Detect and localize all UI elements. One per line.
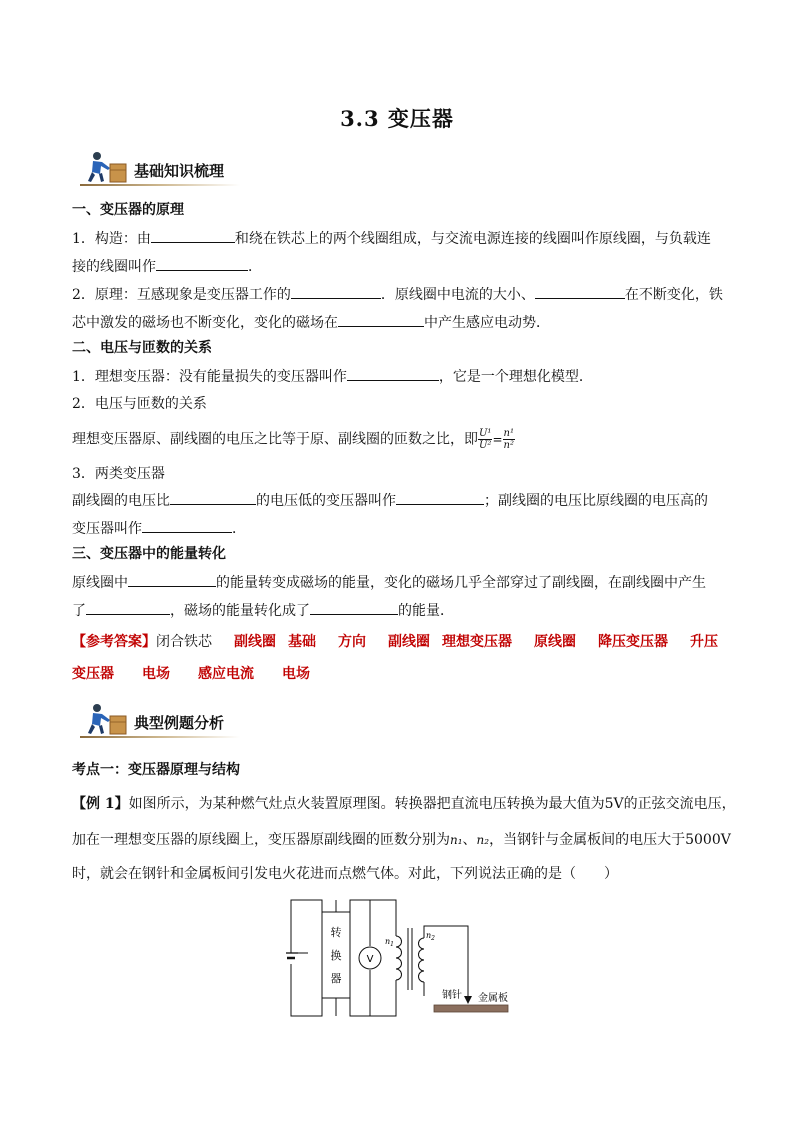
fill-blank[interactable] bbox=[347, 366, 439, 381]
text-line: 时，就会在钢针和金属板间引发电火花进而点燃气体。对此，下列说法正确的是（ ） bbox=[72, 866, 618, 882]
answer-line: 变压器 电场 感应电流 电场 bbox=[72, 666, 310, 682]
pushing-box-icon bbox=[80, 150, 130, 188]
text-line: 芯中激发的磁场也不断变化，变化的磁场在 中产生感应电动势． bbox=[72, 312, 722, 333]
ignition-circuit-diagram bbox=[286, 898, 526, 1018]
wire bbox=[291, 964, 322, 1016]
fill-blank[interactable] bbox=[156, 256, 248, 271]
answer-line: 【参考答案】闭合铁芯 副线圈 基础 方向 副线圈 理想变压器 原线圈 降压变压器 升压 bbox=[72, 634, 718, 650]
secondary-coil bbox=[419, 938, 425, 982]
fill-blank[interactable] bbox=[142, 518, 232, 533]
text-line: 1．理想变压器：没有能量损失的变压器叫作 ，它是一个理想化模型． bbox=[72, 366, 722, 387]
text-line: 加在一理想变压器的原线圈上，变压器原副线圈的匝数分别为n₁、n₂，当钢针与金属板间的电压大于5000V bbox=[72, 832, 731, 848]
text-line: 2．电压与匝数的关系 bbox=[72, 396, 207, 412]
fill-blank[interactable] bbox=[535, 284, 625, 299]
text-line: 原线圈中 的能量转变成磁场的能量，变化的磁场几乎全部穿过了副线圈，在副线圈中产生 bbox=[72, 572, 722, 593]
text-line: 了 ，磁场的能量转化成了 的能量． bbox=[72, 600, 722, 621]
fill-blank[interactable] bbox=[128, 572, 216, 587]
fill-blank[interactable] bbox=[170, 490, 256, 505]
n2-label: $n_2$ bbox=[426, 931, 435, 942]
fill-blank[interactable] bbox=[151, 228, 235, 243]
text-line: 1．构造：由 和绕在铁芯上的两个线圈组成，与交流电源连接的线圈叫作原线圈，与负载连 bbox=[72, 228, 722, 249]
topic-heading: 考点一：变压器原理与结构 bbox=[72, 762, 240, 778]
fill-blank[interactable] bbox=[86, 600, 170, 615]
n1-label: $n_1$ bbox=[385, 937, 394, 948]
heading-voltage-turns: 二、电压与匝数的关系 bbox=[72, 340, 212, 356]
steel-needle-tip bbox=[464, 996, 472, 1004]
text-line: 副线圈的电压比 的电压低的变压器叫作 ；副线圈的电压比原线圈的电压高的 bbox=[72, 490, 722, 511]
voltmeter-label: V bbox=[366, 954, 374, 965]
page-title: 3.3 变压器 bbox=[340, 106, 454, 131]
fill-blank[interactable] bbox=[310, 600, 398, 615]
fill-blank[interactable] bbox=[291, 284, 381, 299]
section-title: 基础知识梳理 bbox=[134, 162, 225, 180]
fill-blank[interactable] bbox=[396, 490, 484, 505]
wire bbox=[291, 900, 322, 953]
pushing-box-icon bbox=[80, 702, 130, 740]
primary-coil bbox=[396, 936, 402, 980]
svg-text:器: 器 bbox=[330, 972, 342, 985]
section-divider bbox=[80, 184, 240, 186]
fill-blank[interactable] bbox=[338, 312, 424, 327]
needle-label: 钢针 bbox=[442, 990, 462, 1001]
text-line: 3．两类变压器 bbox=[72, 466, 165, 482]
svg-text:转: 转 bbox=[330, 926, 342, 939]
text-line: 2．原理：互感现象是变压器工作的 ．原线圈中电流的大小、 在不断变化，铁 bbox=[72, 284, 722, 305]
heading-energy: 三、变压器中的能量转化 bbox=[72, 546, 226, 562]
section-title: 典型例题分析 bbox=[134, 714, 225, 732]
text-line: 接的线圈叫作 ． bbox=[72, 256, 722, 277]
formula-turns-ratio: $\frac{\text{n¹}}{\text{n²}}$ bbox=[503, 428, 514, 451]
section-divider bbox=[80, 736, 240, 738]
metal-plate bbox=[434, 1005, 508, 1012]
heading-principle: 一、变压器的原理 bbox=[72, 202, 184, 218]
text-line: 【例 1】如图所示，为某种燃气灶点火装置原理图。转换器把直流电压转换为最大值为5V的正弦交流电压， bbox=[72, 796, 736, 812]
plate-label: 金属板 bbox=[478, 993, 508, 1004]
text-line: 变压器叫作 ． bbox=[72, 518, 722, 539]
text-line-formula: 理想变压器原、副线圈的电压之比等于原、副线圈的匝数之比，即 $\frac{\text{U¹}}{\text{U²}}$ = $\frac{\text{n¹}}{\text{n²}}$ bbox=[72, 428, 514, 451]
formula-voltage-ratio: $\frac{\text{U¹}}{\text{U²}}$ bbox=[479, 428, 492, 451]
svg-text:换: 换 bbox=[330, 949, 342, 962]
